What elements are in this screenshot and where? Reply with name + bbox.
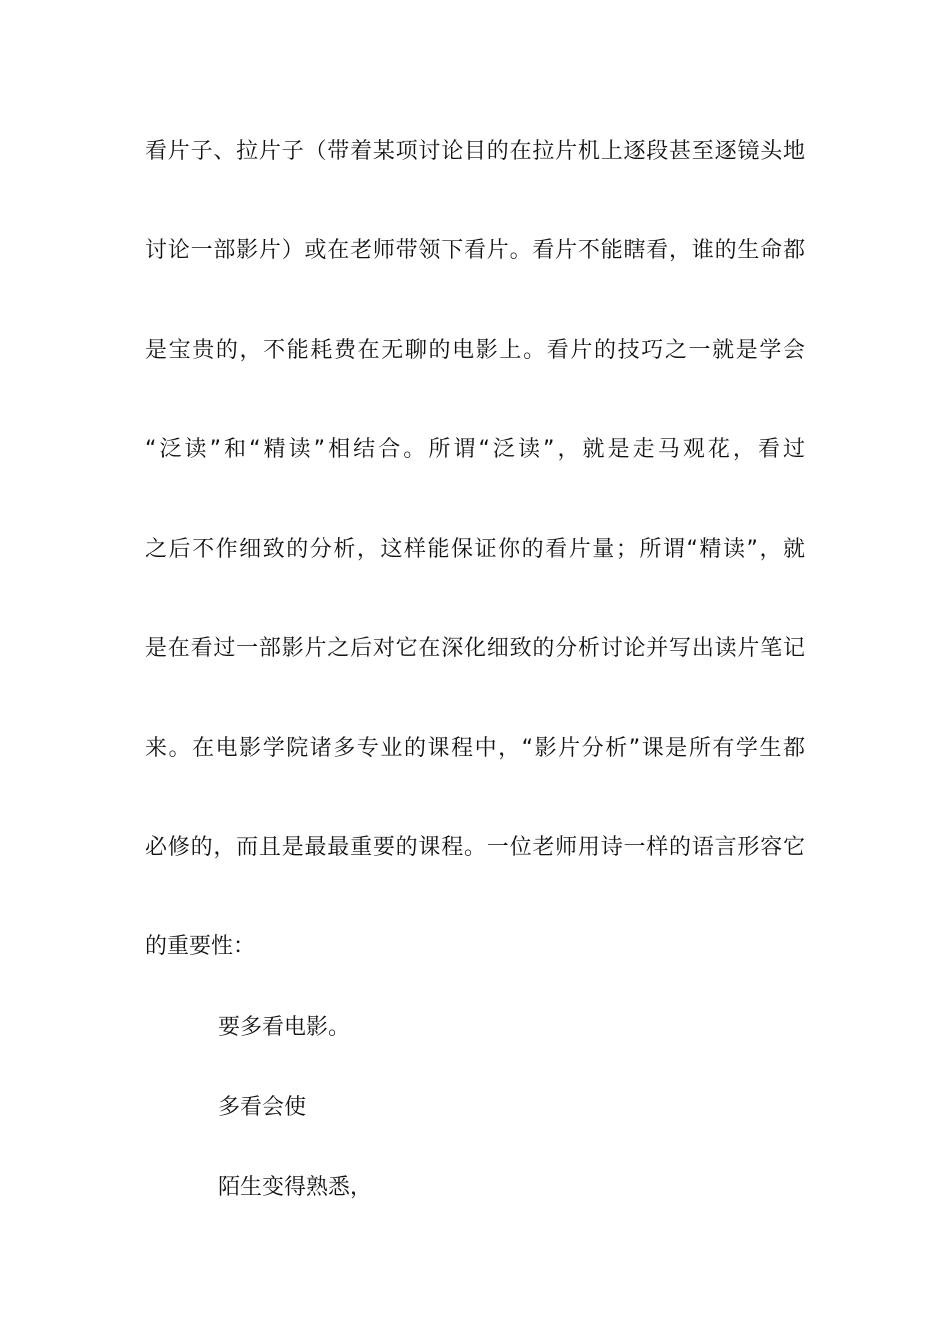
- paragraph-line-3: 是宝贵的，不能耗费在无聊的电影上。看片的技巧之一就是学会: [145, 338, 805, 363]
- poem-line-2: 多看会使: [218, 1095, 307, 1120]
- paragraph-line-2: 讨论一部影片）或在老师带领下看片。看片不能瞎看，谁的生命都: [145, 238, 805, 263]
- paragraph-line-5: 之后不作细致的分析，这样能保证你的看片量；所谓“精读”，就: [145, 537, 805, 562]
- paragraph-line-9: 的重要性：: [145, 934, 256, 959]
- paragraph-line-8: 必修的，而且是最最重要的课程。一位老师用诗一样的语言形容它: [145, 835, 805, 860]
- paragraph-line-7: 来。在电影学院诸多专业的课程中，“影片分析”课是所有学生都: [145, 736, 805, 761]
- paragraph-line-1: 看片子、拉片子（带着某项讨论目的在拉片机上逐段甚至逐镜头地: [145, 139, 805, 164]
- poem-line-3: 陌生变得熟悉，: [218, 1175, 373, 1200]
- poem-line-1: 要多看电影。: [218, 1015, 351, 1040]
- paragraph-line-6: 是在看过一部影片之后对它在深化细致的分析讨论并写出读片笔记: [145, 636, 805, 661]
- paragraph-line-4: “泛读”和“精读”相结合。所谓“泛读”，就是走马观花，看过: [145, 437, 805, 462]
